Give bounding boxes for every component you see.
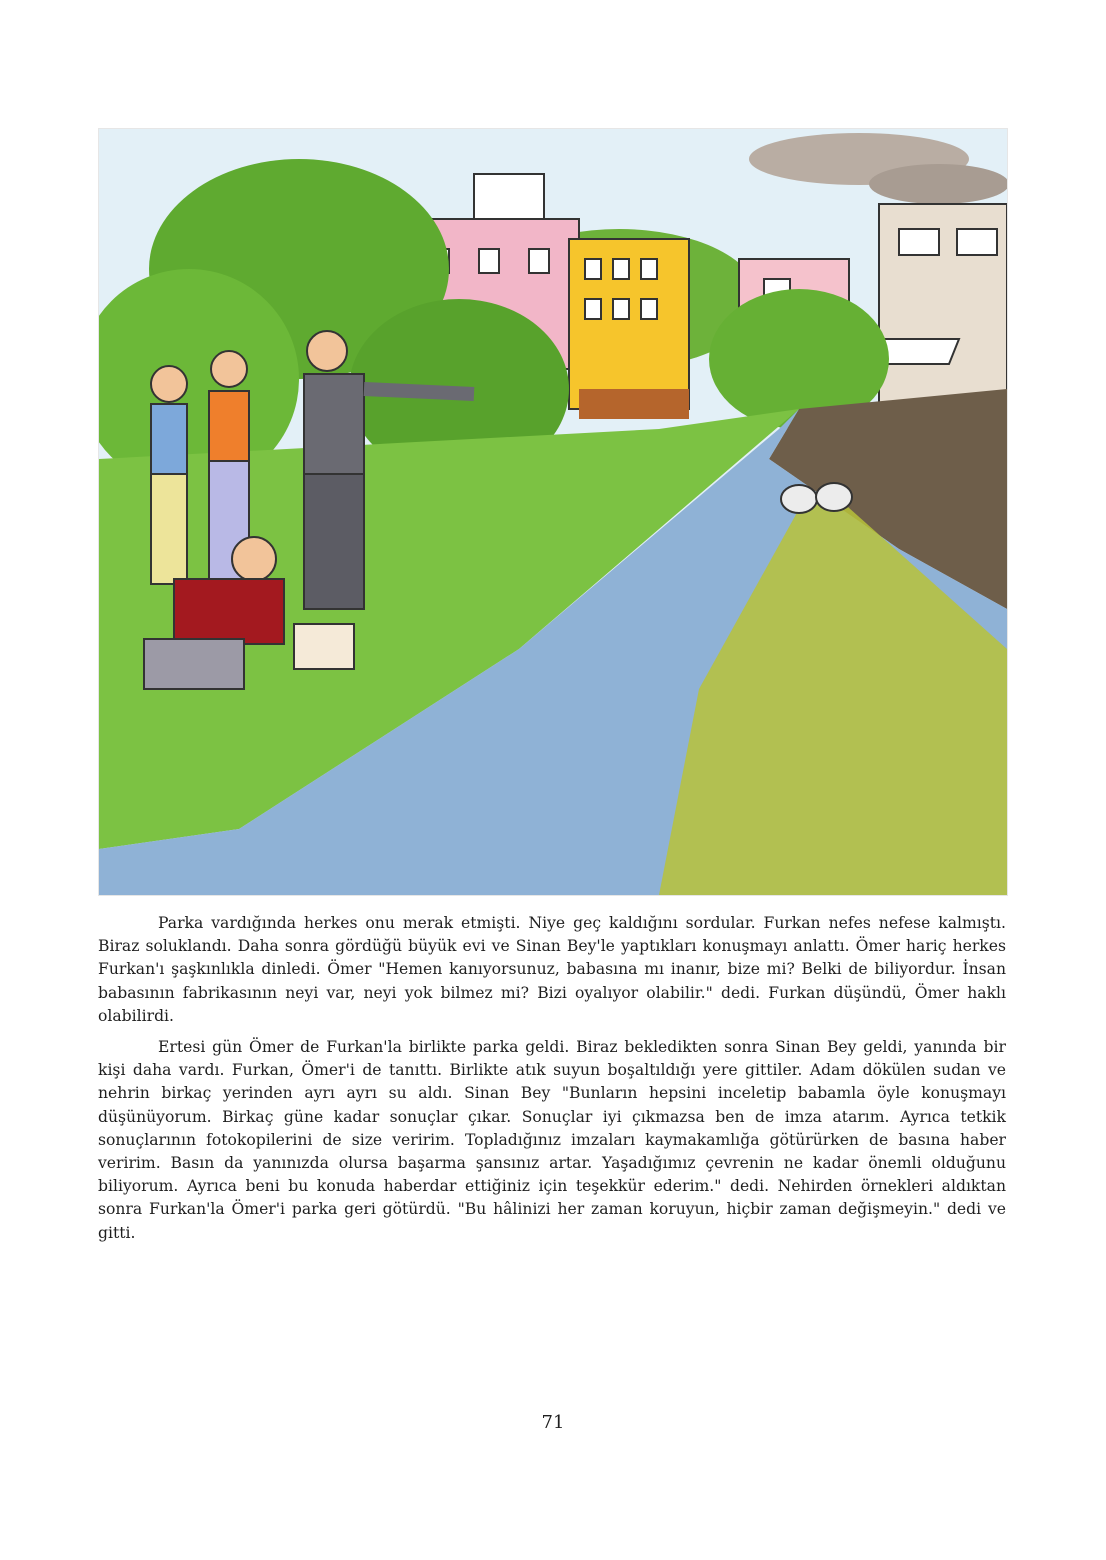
page-number: 71 [541, 1412, 565, 1433]
river-pollution-scene [99, 129, 1007, 895]
sample-case [294, 624, 354, 669]
paragraph-2: Ertesi gün Ömer de Furkan'la birlikte parka geldi. Biraz bekledikten sonra Sinan Bey geldi, yanında bir kişi daha vardı. Furkan, Ömer'i de tanıttı. Birlikte atık suyun boşaltıldığı yere gittiler. Adam dökülen sudan ve nehrin birkaç yerinden ayrı ayrı su aldı. Sinan Bey "Bunların hepsini inceletip babamla öyle konuşmayı düşünüyorum. Birkaç güne kadar sonuçlar çıkar. Sonuçlar iyi çıkmazsa ben de imza atarım. Ayrıca tetkik sonuçlarının fotokopilerini de size veririm. Topladığınız imzaları kaymakamlığa götürürken de basına haber veririm. Basın da yanınızda olursa başarma şansınız artar. Yaşadığımız çevrenin ne kadar önemli olduğunu biliyorum. Ayrıca beni bu konuda haberdar ettiğiniz için teşekkür ederim." dedi. Nehirden örnekleri aldıktan sonra Furkan'la Ömer'i parka geri götürdü. "Bu hâlinizi her zaman koruyun, hiçbir zaman değişmeyin." dedi ve gitti. [98, 1038, 1006, 1242]
wooden-fence [579, 389, 689, 419]
yellow-building [569, 239, 689, 409]
paragraph-1: Parka vardığında herkes onu merak etmişti. Niye geç kaldığını sordular. Furkan nefes nefese kalmıştı. Biraz soluklandı. Daha sonra gördüğü büyük evi ve Sinan Bey'le yaptıkları konuşmayı anlattı. Ömer hariç herkes Furkan'ı şaşkınlıkla dinledi. Ömer "Hemen kanıyorsunuz, babasına mı inanır, bize mi? Belki de biliyordur. İnsan babasının fabrikasının neyi var, neyi yok bilmez mi? Bizi oyalıyor olabilir." dedi. Furkan düşündü, Ömer haklı olabilirdi. [98, 914, 1006, 1025]
story-illustration [98, 128, 1008, 896]
discharge-pipe-2 [816, 483, 852, 511]
discharge-pipe [781, 485, 817, 513]
story-text [98, 912, 1006, 1253]
factory-smoke-2 [869, 164, 1007, 204]
